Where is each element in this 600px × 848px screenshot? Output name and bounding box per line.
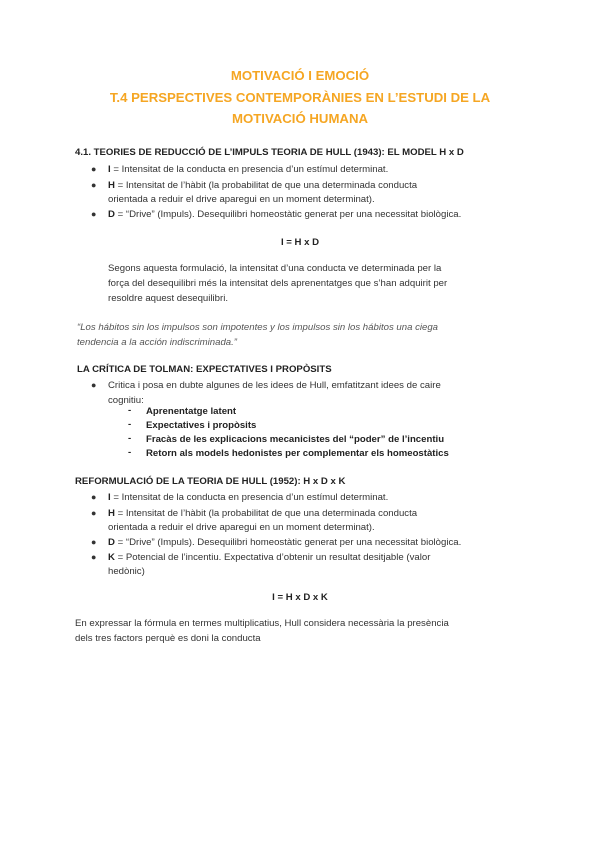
tolman-bullet-line: Critica i posa en dubte algunes de les idees de Hull, emfatitzant idees de caire [108, 380, 441, 391]
hull-1943-item-h: H = Intensitat de l’hàbit (la probabilitat de que una determinada conducta [108, 180, 418, 191]
tolman-subitem: Aprenentatge latent [146, 406, 237, 417]
document-title-line-1: MOTIVACIÓ I EMOCIÓ [230, 68, 370, 83]
quote-line: tendencia a la acción indiscriminada.” [77, 337, 237, 348]
tolman-bullet-line: cognitiu: [108, 395, 144, 406]
dash-marker: - [128, 447, 132, 458]
paragraph-line: resoldre aquest desequilibri. [108, 293, 228, 304]
document-title-line-3: MOTIVACIÓ HUMANA [231, 111, 368, 126]
paragraph-line: força del desequilibri més la intensitat dels aprenentatges que s’han adquirit per [108, 278, 448, 289]
dash-marker: - [128, 405, 132, 416]
section-1-heading: 4.1. TEORIES DE REDUCCIÓ DE L’IMPULS TEORIA DE HULL (1943): EL MODEL H x D [75, 147, 464, 158]
hull-1943-item-i: I = Intensitat de la conducta en presencia d’un estímul determinat. [108, 164, 389, 175]
hull-1943-item-d: D = “Drive” (Impuls). Desequilibri homeostàtic generat per una necessitat biològica. [108, 209, 462, 220]
dash-marker: - [128, 419, 132, 430]
hull-1952-item-k-cont: hedònic) [108, 566, 145, 577]
hull-1952-item-d: D = “Drive” (Impuls). Desequilibri homeostàtic generat per una necessitat biològica. [108, 537, 462, 548]
bullet-dot: ● [91, 492, 97, 502]
hull-1952-item-h-cont: orientada a reduir el drive aparegui en un moment determinat). [108, 522, 375, 533]
section-2-heading: LA CRÍTICA DE TOLMAN: EXPECTATIVES I PROPÒSITS [77, 364, 332, 375]
hull-1943-item-h-cont: orientada a reduir el drive aparegui en un moment determinat). [108, 194, 375, 205]
bullet-dot: ● [91, 164, 97, 174]
section-3-heading: REFORMULACIÓ DE LA TEORIA DE HULL (1952): H x D x K [75, 476, 346, 487]
bullet-dot: ● [91, 209, 97, 219]
dash-marker: - [128, 433, 132, 444]
tolman-subitem: Expectatives i propòsits [146, 420, 257, 431]
quote-line: “Los hábitos sin los impulsos son impotentes y los impulsos sin los hábitos una ciega [77, 322, 439, 333]
hull-1952-item-k: K = Potencial de l’incentiu. Expectativa d’obtenir un resultat desitjable (valor [108, 552, 431, 563]
bullet-dot: ● [91, 180, 97, 190]
tolman-subitem: Retorn als models hedonistes per complementar els homeostàtics [146, 448, 449, 459]
document-title-line-2: T.4 PERSPECTIVES CONTEMPORÀNIES EN L’ESTUDI DE LA [109, 90, 491, 105]
paragraph-line: Segons aquesta formulació, la intensitat d’una conducta ve determinada per la [108, 263, 442, 274]
formula-hxd: I = H x D [280, 237, 320, 248]
bullet-dot: ● [91, 380, 97, 390]
paragraph-line: dels tres factors perquè es doni la conducta [75, 633, 261, 644]
bullet-dot: ● [91, 508, 97, 518]
hull-1952-item-i: I = Intensitat de la conducta en presencia d’un estímul determinat. [108, 492, 389, 503]
hull-1952-item-h: H = Intensitat de l’hàbit (la probabilitat de que una determinada conducta [108, 508, 418, 519]
formula-hxdxk: I = H x D x K [272, 592, 328, 603]
bullet-dot: ● [91, 537, 97, 547]
bullet-dot: ● [91, 552, 97, 562]
tolman-subitem: Fracàs de les explicacions mecanicistes del “poder” de l’incentiu [146, 434, 445, 445]
paragraph-line: En expressar la fórmula en termes multiplicatius, Hull considera necessària la presència [75, 618, 449, 629]
